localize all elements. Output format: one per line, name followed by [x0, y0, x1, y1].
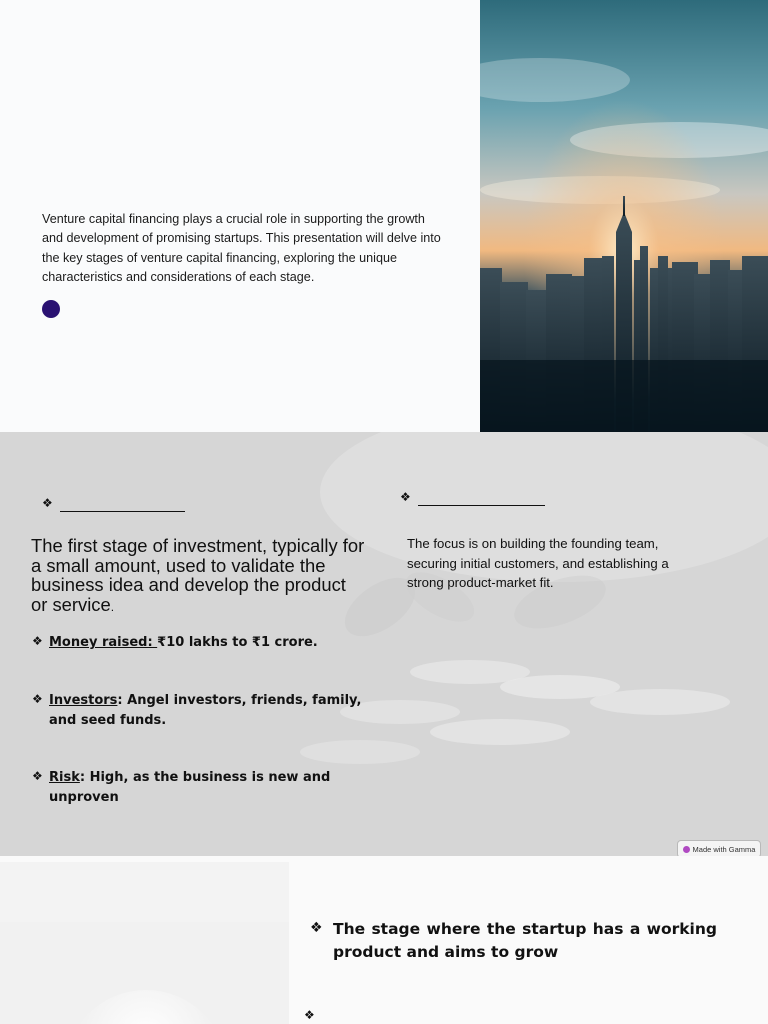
focus-paragraph: The focus is on building the founding team, securing initial customers, and establishing a strong product-market fit.: [407, 536, 669, 590]
seed-stage-heading: The first stage of investment, typically for a small amount, used to validate the business idea and develop the product or service.: [31, 535, 365, 615]
diamond-bullet-icon: ❖: [32, 692, 43, 706]
gamma-logo-icon: [683, 846, 690, 853]
intro-paragraph: Venture capital financing plays a crucial role in supporting the growth and development of promising startups. This presentation will delve into the key stages of venture capital financing, exploring the unique characteristics and considerations of each stage.: [42, 212, 441, 285]
money-raised-item: Money raised: ₹10 lakhs to ₹1 crore.: [49, 635, 318, 650]
risk-item: Risk: High, as the business is new and unproven: [49, 770, 331, 805]
city-skyline-sunset-photo: [480, 0, 768, 432]
investors-item: Investors: Angel investors, friends, family, and seed funds.: [49, 693, 362, 728]
diamond-bullet-icon: ❖: [42, 496, 53, 510]
diamond-bullet-icon: ❖: [310, 920, 323, 936]
slide-intro: [0, 0, 768, 432]
blank-title-line: [418, 505, 545, 506]
diamond-bullet-icon: ❖: [400, 490, 411, 504]
slide-growth-stage: [0, 856, 768, 1024]
diamond-bullet-icon: ❖: [304, 1008, 315, 1022]
diamond-bullet-icon: ❖: [32, 769, 43, 783]
blank-title-line: [60, 511, 185, 512]
growth-stage-text: The stage where the startup has a working product and aims to grow: [333, 920, 717, 961]
diamond-bullet-icon: ❖: [32, 634, 43, 648]
badge-label: Made with Gamma: [692, 844, 756, 854]
accent-dot: [42, 300, 60, 318]
made-with-gamma-badge[interactable]: [677, 840, 761, 856]
abstract-sphere-image: [0, 862, 289, 1024]
slide-seed-stage: [0, 432, 768, 856]
